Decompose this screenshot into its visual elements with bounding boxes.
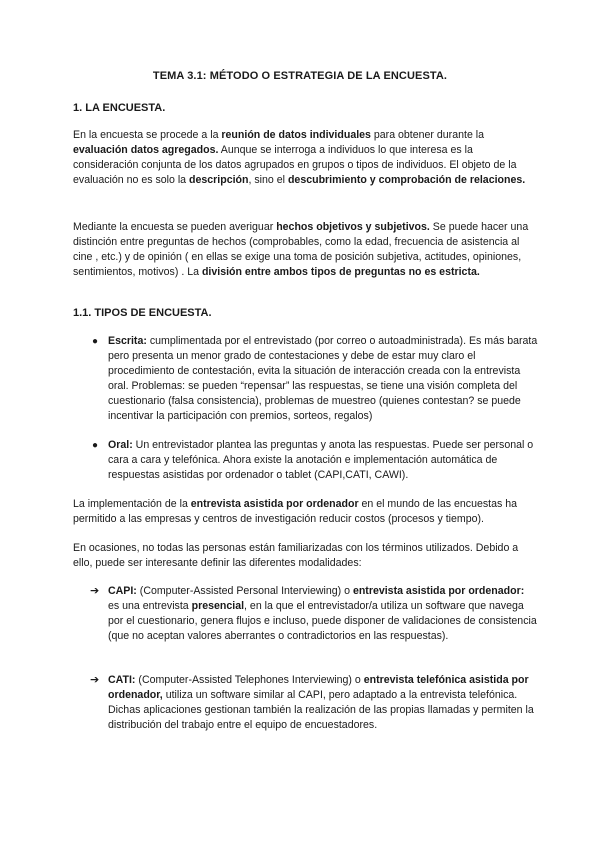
text-run: (Computer-Assisted Personal Interviewing) o (136, 585, 353, 597)
section-heading-tipos: 1.1. TIPOS DE ENCUESTA. (73, 307, 212, 319)
text-run: en el mundo de las encuestas ha permitido a las empresas y centros de investigación reducir costos (procesos y tiempo). (73, 498, 518, 525)
text-run: Mediante la encuesta se pueden averiguar (73, 221, 277, 233)
arrow-bullet-icon: ➔ (90, 674, 100, 686)
text-run: para obtener durante la (370, 129, 485, 141)
text-run: , sino el (248, 174, 288, 186)
bullet-icon: ● (92, 440, 99, 451)
bold-text: reunión de datos individuales (221, 129, 371, 141)
arrow-bullet-icon: ➔ (90, 585, 100, 597)
bold-text: entrevista asistida por ordenador (190, 498, 359, 510)
bold-text: división entre ambos tipos de preguntas no es estricta. (201, 266, 480, 278)
bold-text: hechos objetivos y subjetivos. (276, 221, 430, 233)
bold-text: presencial (191, 600, 245, 612)
text-run: Aunque se interroga a individuos lo que interesa es la consideración conjunta de los datos agrupados en grupos o tipos de individuos. El objeto de la evaluación no es solo la (73, 144, 517, 186)
bold-text: descripción (189, 174, 249, 186)
bold-text: descubrimiento y comprobación de relaciones. (287, 174, 526, 186)
paragraph-hechos (73, 220, 533, 280)
text-run: En la encuesta se procede a la (73, 129, 222, 141)
bold-text: Oral: (108, 439, 133, 451)
list-item-escrita (108, 334, 538, 424)
bold-text: entrevista asistida por ordenador: (352, 585, 525, 597)
list-item-capi (108, 584, 538, 644)
bold-text: Escrita: (108, 335, 147, 347)
list-item-cati (108, 673, 538, 733)
bold-text: evaluación datos agregados. (73, 144, 219, 156)
section-heading-encuesta: 1. LA ENCUESTA. (73, 102, 166, 114)
bold-text: CATI: (108, 674, 136, 686)
list-item-oral (108, 438, 538, 483)
text-run: Un entrevistador plantea las preguntas y anota las respuestas. Puede ser personal o cara a cara y telefónica. Ahora existe la anotación e implementación automática de respuestas asistidas por ordenador o tablet (CAPI,CATI, CAWI). (108, 439, 534, 481)
bullet-icon: ● (92, 336, 99, 347)
text-run: La implementación de la (73, 498, 191, 510)
text-run: (Computer-Assisted Telephones Interviewing) o (135, 674, 364, 686)
text-run: Se puede hacer una distinción entre preguntas de hechos (comprobables, como la edad, frecuencia de asistencia al cine , etc.) y de opinión ( en ellas se exige una toma de posición subjetiva, actitudes, opiniones, sentimientos, motivos) . La (73, 221, 529, 278)
paragraph-modalidades (73, 541, 533, 571)
text-run: es una entrevista (108, 600, 192, 612)
text-run: cumplimentada por el entrevistado (por correo o autoadministrada). Es más barata pero presenta un menor grado de contestaciones y debe de estar muy claro el procedimiento de contestación, evita la situación de interacción creada con la entrevista oral. Problemas: se pueden “repensar” las respuestas, se tiene una visión completa del cuestionario (falsa consistencia), problemas de muestreo (quienes contestan? se puede incentivar la participación con premios, sorteos, regalos) (108, 335, 538, 422)
paragraph-implementacion (73, 497, 533, 527)
bold-text: entrevista telefónica asistida por ordenador, (108, 674, 529, 701)
text-run: , en la que el entrevistador/a utiliza un software que navega por el cuestionario, genera flujos e incluso, puede disponer de validaciones de consistencia (que no aceptan valores aberrantes o contradictorios en las respuestas). (108, 600, 537, 642)
document-title: TEMA 3.1: MÉTODO O ESTRATEGIA DE LA ENCUESTA. (152, 70, 448, 82)
text-run: utiliza un software similar al CAPI, pero adaptado a la entrevista telefónica. Dichas aplicaciones gestionan también la realización de las propias llamadas y permiten la distribución del trabajo entre el equipo de encuestadores. (108, 689, 534, 731)
paragraph-intro (73, 128, 533, 188)
text-run: En ocasiones, no todas las personas están familiarizadas con los términos utilizados. Debido a ello, puede ser interesante definir las diferentes modalidades: (73, 542, 519, 569)
bold-text: CAPI: (108, 585, 137, 597)
